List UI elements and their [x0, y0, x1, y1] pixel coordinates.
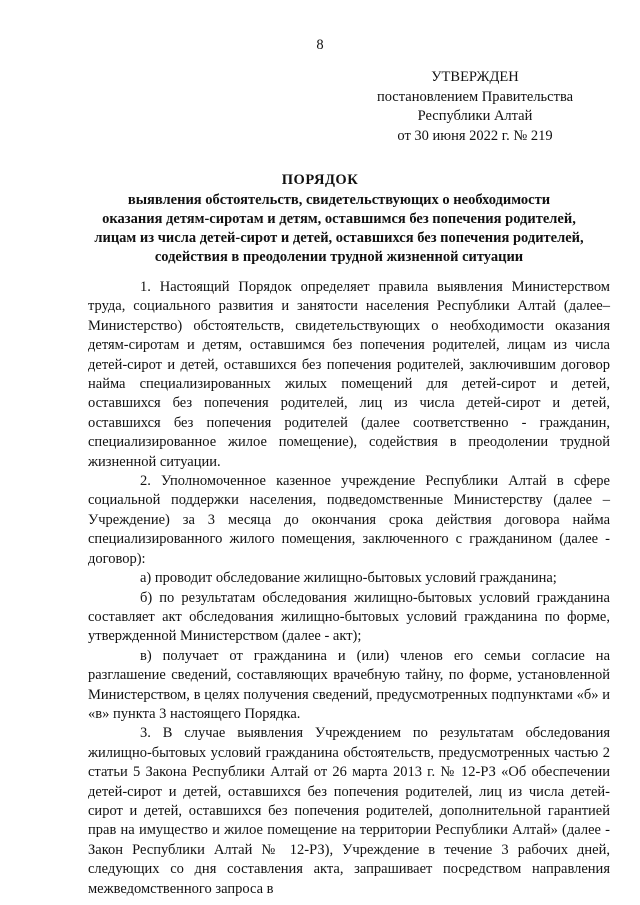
paragraph: в) получает от гражданина и (или) членов его семьи согласие на разглашение сведений, составляющих врачебную тайну, по форме, установленной Министерством, в целях получения сведений, предусмотренных подпунктами «б» и «в» пункта 3 настоящего Порядка. — [88, 647, 610, 722]
approval-line: Республики Алтай — [417, 108, 533, 124]
paragraph: 2. Уполномоченное казенное учреждение Республики Алтай в сфере социальной поддержки населения, подведомственные Министерству (далее – Учреждение) за 3 месяца до окончания срока действия договора найма специализированного жилого помещения, заключенного с гражданином (далее - договор): — [88, 473, 610, 567]
subtitle-line: содействия в преодолении трудной жизненной ситуации — [154, 249, 524, 265]
document-subtitle — [78, 191, 600, 267]
page-number: 8 — [316, 37, 324, 53]
approval-line: УТВЕРЖДЕН — [431, 69, 519, 85]
subtitle-line: выявления обстоятельств, свидетельствующих о необходимости — [127, 192, 551, 208]
subtitle-line: лицам из числа детей-сирот и детей, оставшихся без попечения родителей, — [94, 230, 584, 246]
document-title: ПОРЯДОК — [281, 172, 359, 188]
approval-line: постановлением Правительства — [376, 88, 574, 105]
document-body — [88, 278, 610, 899]
subtitle-line: оказания детям-сиротам и детям, оставшимся без попечения родителей, — [102, 211, 576, 227]
paragraph: 3. В случае выявления Учреждением по результатам обследования жилищно-бытовых условий гражданина обстоятельств, предусмотренных частью 2 статьи 5 Закона Республики Алтай от 26 марта 2013 г. № 12-РЗ «Об обеспечении детей-сирот и детей, оставшихся без попечения родителей, лиц из числа детей-сирот и детей, оставшихся без попечения родителей, дополнительной гарантией прав на имущество и жилое помещение на территории Республики Алтай» (далее - Закон Республики Алтай № 12-РЗ), Учреждение в течение 3 рабочих дней, следующих со дня составления акта, запрашивает посредством направления межведомственного запроса в — [88, 725, 610, 897]
paragraph: а) проводит обследование жилищно-бытовых условий гражданина; — [140, 570, 557, 587]
paragraph: 1. Настоящий Порядок определяет правила выявления Министерством труда, социального развития и занятости населения Республики Алтай (далее– Министерство) обстоятельств, свидетельствующих о необходимости оказания детям-сиротам и детям, оставшимся без попечения родителей, лицам из числа детей-сирот и детей, оставшихся без попечения родителей, заключившим договор найма специализированных жилых помещений для детей-сирот и детей, оставшихся без попечения родителей, лиц из числа детей-сирот и детей, оставшихся без попечения родителей (далее соответственно - гражданин, специализированное жилое помещение), содействия в преодолении трудной жизненной ситуации. — [88, 279, 610, 470]
approval-stamp — [360, 68, 590, 146]
approval-line: от 30 июня 2022 г. № 219 — [397, 127, 553, 144]
paragraph: б) по результатам обследования жилищно-бытовых условий гражданина составляет акт обследования жилищно-бытовых условий гражданина по форме, утвержденной Министерством (далее - акт); — [88, 589, 610, 645]
